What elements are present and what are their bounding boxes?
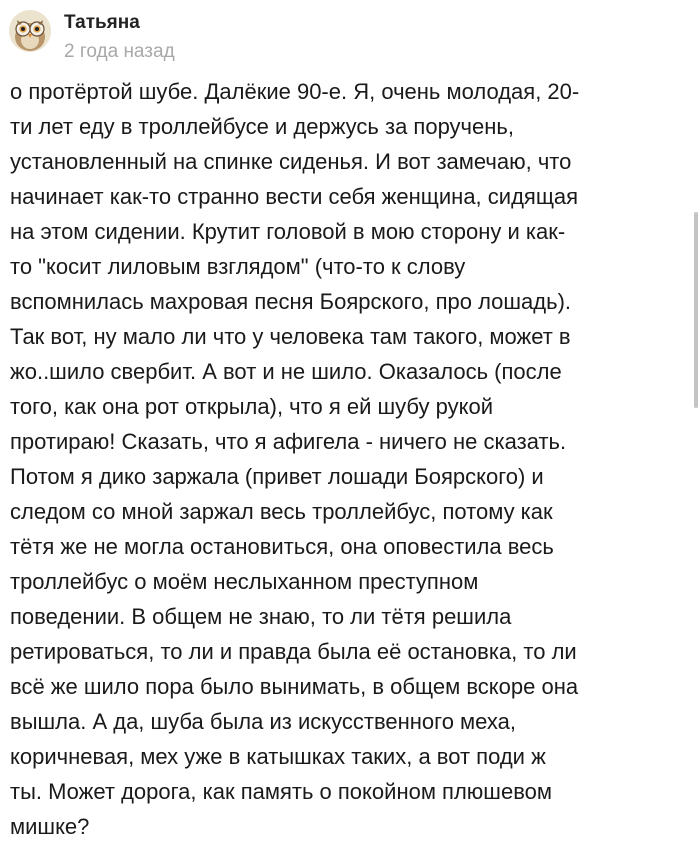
comment-line: то "косит лиловым взглядом" (что-то к слову <box>10 254 466 279</box>
comment-line: вспомнилась махровая песня Боярского, про лошадь). <box>10 289 572 314</box>
comment-line: троллейбус о моём неслыханном преступном <box>10 569 479 594</box>
comment-line: Потом я дико заржала (привет лошади Боярского) и <box>10 464 544 489</box>
comment-line: установленный на спинке сиденья. И вот замечаю, что <box>10 149 572 174</box>
comment-line: о протёртой шубе. Далёкие 90-е. Я, очень молодая, 20- <box>10 79 580 104</box>
comment-line: жо..шило свербит. А вот и не шило. Оказалось (после <box>10 359 562 384</box>
comment-author[interactable]: Татьяна <box>64 12 140 33</box>
comment-line: тётя же не могла остановиться, она оповестила весь <box>10 534 554 559</box>
owl-avatar-icon <box>9 10 51 52</box>
comment-line: ретироваться, то ли и правда была её остановка, то ли <box>10 639 577 664</box>
comment-line: ти лет еду в троллейбусе и держусь за поручень, <box>10 114 514 139</box>
comment-line: коричневая, мех уже в катышках таких, а вот поди ж <box>10 744 546 769</box>
scrollbar[interactable] <box>694 212 698 408</box>
comment-body <box>10 74 670 844</box>
comment-line: начинает как-то странно вести себя женщина, сидящая <box>10 184 579 209</box>
avatar[interactable] <box>9 10 51 52</box>
comment-line: мишке? <box>10 814 90 839</box>
comment-line: вышла. А да, шуба была из искусственного меха, <box>10 709 517 734</box>
comment-line: на этом сидении. Крутит головой в мою сторону и как- <box>10 219 566 244</box>
comment-line: поведении. В общем не знаю, то ли тётя решила <box>10 604 512 629</box>
comment-line: протираю! Сказать, что я афигела - ничего не сказать. <box>10 429 567 454</box>
comment-line: того, как она рот открыла), что я ей шубу рукой <box>10 394 493 419</box>
comment-line: Так вот, ну мало ли что у человека там такого, может в <box>10 324 571 349</box>
comment-line: следом со мной заржал весь троллейбус, потому как <box>10 499 553 524</box>
comment-line: ты. Может дорога, как память о покойном плюшевом <box>10 779 552 804</box>
comment-timestamp: 2 года назад <box>64 41 175 62</box>
comment-line: всё же шило пора было вынимать, в общем вскоре она <box>10 674 579 699</box>
